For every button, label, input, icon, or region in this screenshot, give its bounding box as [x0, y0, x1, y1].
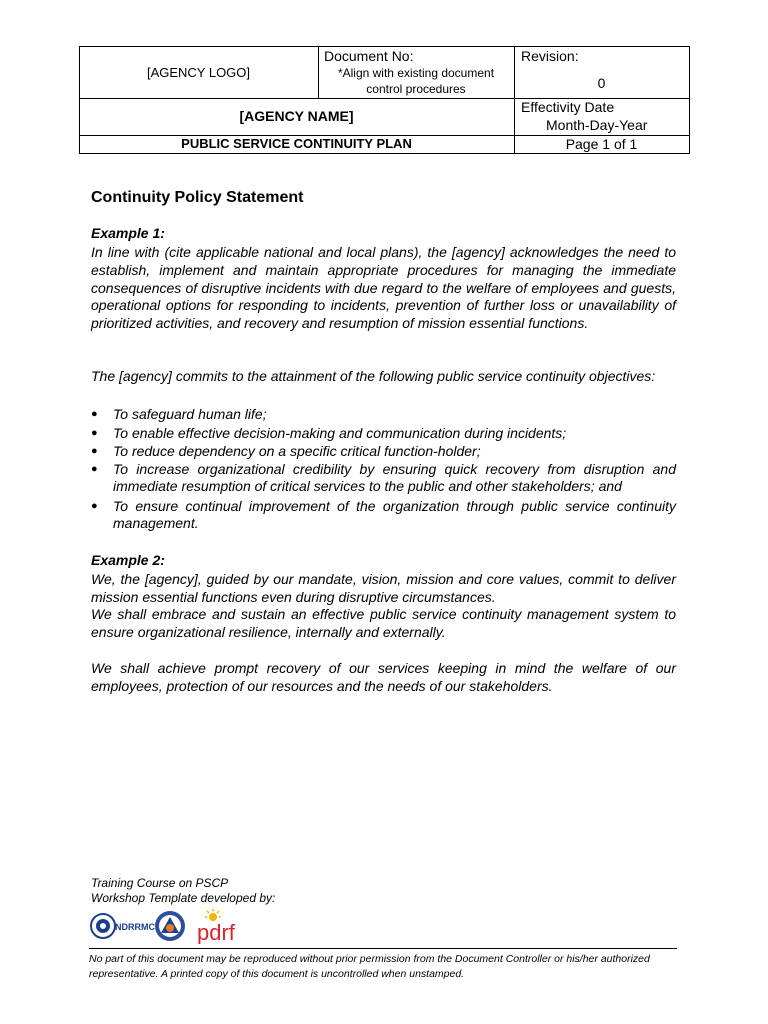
page-info: Page 1 of 1: [565, 136, 638, 152]
revision-value: 0: [597, 75, 606, 91]
ndrrmc-logo: [91, 914, 155, 938]
pdrf-logo: [197, 909, 236, 944]
pdrf-logo-text: pdrf: [197, 920, 235, 944]
example1-paragraph1: In line with (cite applicable national and local plans), the [agency] acknowledges the need to establish, implement and maintain appropriate procedures for managing the immediate consequences of disruptive incidents with due regard to the welfare of employees and guests, operational options for responding to incidents, prevention of further loss or unavailability of prioritized activities, and recovery and resumption of mission essential functions.: [91, 244, 676, 332]
agency-name: [AGENCY NAME]: [239, 108, 354, 124]
developer-line: Workshop Template developed by:: [91, 891, 276, 905]
table-border-bottom: [79, 153, 690, 154]
list-item-text: To increase organizational credibility by ensuring quick recovery from disruption and immediate resumption of critical services to the public and other stakeholders; and: [113, 460, 676, 495]
bullet-icon: ●: [91, 426, 98, 439]
bullet-icon: ●: [91, 445, 98, 458]
logos-svg: [89, 908, 259, 944]
bullet-icon: ●: [91, 462, 98, 475]
plan-title: PUBLIC SERVICE CONTINUITY PLAN: [181, 136, 412, 151]
objectives-list: [91, 405, 676, 533]
agency-logo-placeholder: [AGENCY LOGO]: [146, 65, 251, 80]
bullet-icon: ●: [91, 408, 98, 420]
document-no-label: Document No:: [324, 48, 414, 64]
example1-label: Example 1:: [91, 225, 165, 241]
section-title: Continuity Policy Statement: [91, 189, 304, 206]
list-item: [91, 442, 676, 461]
course-line: Training Course on PSCP: [91, 876, 229, 890]
effectivity-date-label: Effectivity Date: [521, 99, 615, 115]
list-item-text: To reduce dependency on a specific critical function-holder;: [113, 443, 481, 460]
list-item-text: To ensure continual improvement of the organization through public service continuity management.: [113, 497, 676, 532]
example2-paragraph2: We shall embrace and sustain an effective public service continuity management system to ensure organizational resilience, internally and externally.: [91, 606, 676, 640]
footer-disclaimer: No part of this document may be reproduced without prior permission from the Document Controller or his/her authorized representative. A printed copy of this document is uncontrolled when unstamped.: [89, 953, 650, 980]
footer-rule: [89, 948, 677, 949]
list-item: [91, 405, 676, 424]
developer-logos: [89, 908, 259, 944]
document-no-note-line1: *Align with existing document: [337, 66, 495, 80]
ndrrmc-logo-text: NDRRMC: [115, 922, 155, 932]
revision-label: Revision:: [521, 48, 579, 64]
bullet-icon: ●: [91, 499, 98, 512]
list-item: [91, 424, 676, 443]
list-item: [91, 461, 676, 496]
document-no-note-line2: control procedures: [366, 82, 466, 96]
example2-paragraph3: We shall achieve prompt recovery of our services keeping in mind the welfare of our employees, protection of our resources and the needs of our stakeholders.: [91, 660, 676, 694]
list-item-text: To enable effective decision-making and communication during incidents;: [113, 424, 567, 441]
example2-label: Example 2:: [91, 552, 165, 568]
example2-paragraph1: We, the [agency], guided by our mandate, vision, mission and core values, commit to deliver mission essential functions even during disruptive circumstances.: [91, 571, 676, 605]
ocd-seal-logo: [155, 911, 185, 941]
list-item-text: To safeguard human life;: [113, 406, 267, 422]
effectivity-date-value: Month-Day-Year: [546, 117, 648, 133]
list-item: [91, 498, 676, 533]
table-border-right: [689, 46, 690, 154]
table-border-top: [79, 46, 690, 47]
example1-paragraph2: The [agency] commits to the attainment of the following public service continuity objectives:: [91, 368, 656, 384]
